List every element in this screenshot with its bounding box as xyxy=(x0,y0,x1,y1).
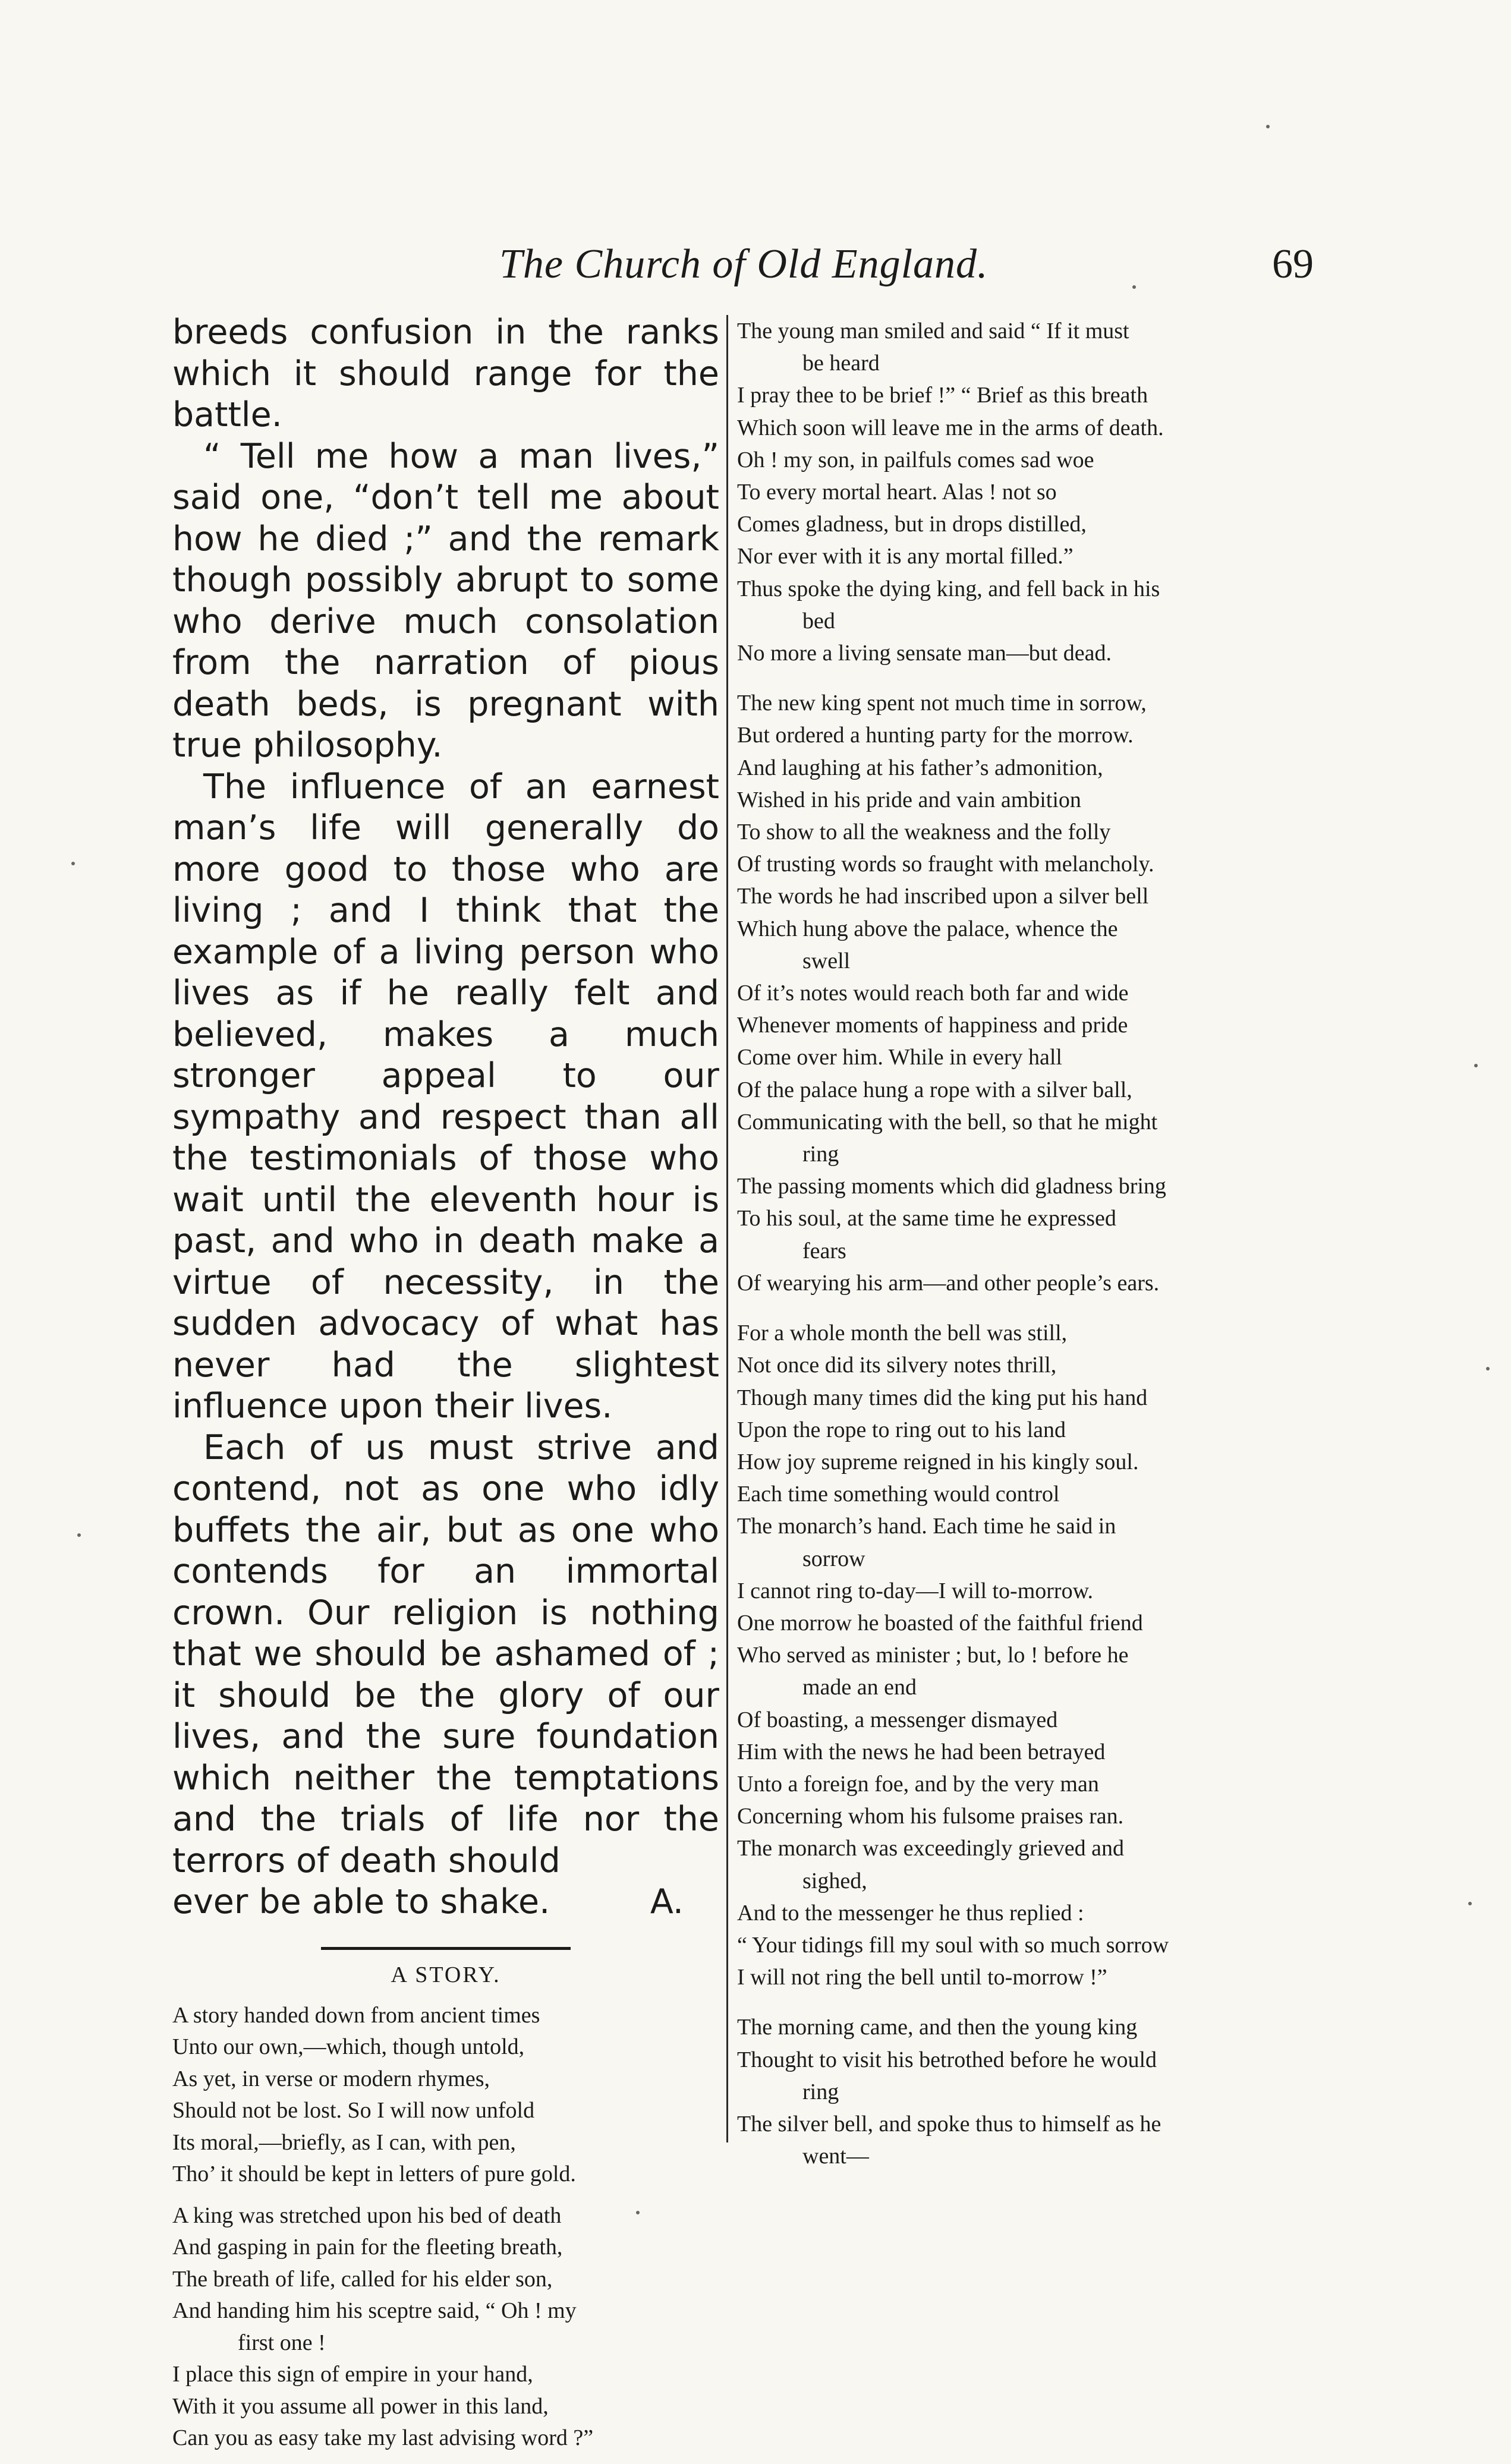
verse-line: Of wearying his arm—and other people’s ears. xyxy=(737,1270,1160,1296)
paragraph: The influence of an earnest man’s life will generally do more good to those who are living ; and I think that the example of a living person who lives as if he really felt and believed, makes a much stronger appeal to our sympathy and respect than all the testimonials of those who wait until the eleventh hour is past, and who in death make a virtue of necessity, in the sudden advocacy of what has never had the slightest influence upon their lives. xyxy=(172,767,719,1426)
verse-line: swell xyxy=(802,948,851,973)
left-column xyxy=(172,312,719,2464)
stanza xyxy=(737,2011,1296,2172)
verse-line: Him with the news he had been betrayed xyxy=(737,1739,1106,1764)
verse-line: And laughing at his father’s admonition, xyxy=(737,755,1103,780)
verse-line: The morning came, and then the young king xyxy=(737,2015,1138,2040)
verse-line: The monarch’s hand. Each time he said in xyxy=(737,1514,1116,1539)
right-column xyxy=(737,315,1296,2190)
verse-line: Thus spoke the dying king, and fell back in his xyxy=(737,576,1160,601)
verse-line: Wished in his pride and vain ambition xyxy=(737,787,1081,812)
column-divider xyxy=(726,315,728,2142)
paragraph: “ Tell me how a man lives,” said one, “don’t tell me about how he died ;” and the remark though possibly abrupt to some who derive much consolation from the narration of pious death beds, is pregnant with true philosophy. xyxy=(172,436,719,765)
verse-line: To every mortal heart. Alas ! not so xyxy=(737,480,1057,505)
verse-line: Comes gladness, but in drops distilled, xyxy=(737,512,1087,537)
verse-line: To show to all the weakness and the folly xyxy=(737,820,1111,845)
speck xyxy=(636,2211,640,2214)
verse-line: Of it’s notes would reach both far and wide xyxy=(737,981,1129,1006)
page-header xyxy=(172,241,1314,294)
author-signature: A. xyxy=(650,1882,684,1921)
verse-line: Which hung above the palace, whence the xyxy=(737,916,1118,941)
verse-line: The monarch was exceedingly grieved and xyxy=(737,1836,1125,1861)
verse-line: first one ! xyxy=(238,2330,326,2355)
verse-line: Can you as easy take my last advising word ?” xyxy=(172,2425,594,2450)
verse-line: But ordered a hunting party for the morrow. xyxy=(737,723,1134,748)
speck xyxy=(77,1533,81,1537)
verse-line: I cannot ring to-day—I will to-morrow. xyxy=(737,1578,1094,1603)
verse-line: For a whole month the bell was still, xyxy=(737,1321,1068,1346)
verse-line: And handing him his sceptre said, “ Oh ! my xyxy=(172,2298,577,2323)
verse-line: Upon the rope to ring out to his land xyxy=(737,1417,1066,1442)
verse-line: The new king spent not much time in sorrow, xyxy=(737,691,1147,716)
paragraph: Each of us must strive and contend, not as one who idly buffets the air, but as one who contends for an immortal crown. Our religion is nothing that we should be ashamed of ; it should be the glory of our lives, and the sure foundation which neither the temptations and the trials of life nor the terrors of death should xyxy=(172,1428,719,1880)
verse-line: Not once did its silvery notes thrill, xyxy=(737,1353,1057,1378)
poem-title: A STORY. xyxy=(391,1962,501,1987)
verse-line: Though many times did the king put his hand xyxy=(737,1385,1148,1410)
verse-line: Of boasting, a messenger dismayed xyxy=(737,1707,1058,1732)
verse-line: Oh ! my son, in pailfuls comes sad woe xyxy=(737,447,1094,472)
prose-text xyxy=(172,312,719,1923)
speck xyxy=(1132,285,1136,289)
poem-verse-right xyxy=(737,315,1296,2172)
verse-line: And gasping in pain for the fleeting breath, xyxy=(172,2235,563,2260)
paragraph: breeds confusion in the ranks which it should range for the battle. xyxy=(172,313,719,434)
verse-line: The young man smiled and said “ If it must xyxy=(737,319,1129,344)
verse-line: Each time something would control xyxy=(737,1482,1060,1507)
verse-line: Who served as minister ; but, lo ! before he xyxy=(737,1643,1129,1668)
speck xyxy=(1474,1064,1478,1067)
closing-line xyxy=(172,1882,719,1923)
closing-text: ever be able to shake. xyxy=(172,1882,550,1921)
verse-line: sighed, xyxy=(802,1868,867,1893)
verse-line: How joy supreme reigned in his kingly soul. xyxy=(737,1449,1139,1474)
speck xyxy=(1468,1902,1472,1905)
poem-verse-left xyxy=(172,2000,719,2454)
verse-line: Tho’ it should be kept in letters of pure gold. xyxy=(172,2161,576,2186)
page-number: 69 xyxy=(1272,241,1314,287)
verse-line: Nor ever with it is any mortal filled.” xyxy=(737,544,1074,569)
verse-line: “ Your tidings fill my soul with so much sorrow xyxy=(737,1932,1169,1958)
verse-line: bed xyxy=(802,608,835,634)
speck xyxy=(71,862,75,865)
verse-line: Which soon will leave me in the arms of death. xyxy=(737,415,1164,440)
verse-line: Of trusting words so fraught with melancholy. xyxy=(737,852,1154,877)
verse-line: The words he had inscribed upon a silver bell xyxy=(737,884,1149,909)
stanza xyxy=(737,1317,1296,1993)
stanza xyxy=(172,2000,719,2191)
verse-line: Concerning whom his fulsome praises ran. xyxy=(737,1804,1124,1829)
verse-line: Unto our own,—which, though untold, xyxy=(172,2034,525,2059)
verse-line: As yet, in verse or modern rhymes, xyxy=(172,2066,490,2091)
verse-line: ring xyxy=(802,1142,839,1167)
verse-line: The passing moments which did gladness bring xyxy=(737,1174,1166,1199)
verse-line: No more a living sensate man—but dead. xyxy=(737,641,1112,666)
verse-line: made an end xyxy=(802,1675,917,1700)
verse-line: A story handed down from ancient times xyxy=(172,2002,540,2028)
verse-line: A king was stretched upon his bed of death xyxy=(172,2203,562,2228)
verse-line: fears xyxy=(802,1238,846,1263)
verse-line: Its moral,—briefly, as I can, with pen, xyxy=(172,2129,516,2155)
verse-line: Communicating with the bell, so that he might xyxy=(737,1109,1158,1135)
running-title: The Church of Old England. xyxy=(499,241,989,287)
stanza xyxy=(737,687,1296,1299)
verse-line: Whenever moments of happiness and pride xyxy=(737,1013,1128,1038)
verse-line: To his soul, at the same time he expressed xyxy=(737,1206,1116,1231)
verse-line: And to the messenger he thus replied : xyxy=(737,1900,1084,1926)
section-divider-rule xyxy=(321,1947,571,1950)
verse-line: Should not be lost. So I will now unfold xyxy=(172,2098,535,2123)
verse-line: Unto a foreign foe, and by the very man xyxy=(737,1771,1099,1797)
verse-line: ring xyxy=(802,2079,839,2104)
speck xyxy=(1266,125,1270,128)
verse-line: One morrow he boasted of the faithful friend xyxy=(737,1610,1143,1636)
speck xyxy=(1486,1367,1490,1370)
verse-line: went— xyxy=(802,2144,869,2169)
verse-line: The breath of life, called for his elder son, xyxy=(172,2266,553,2292)
verse-line: sorrow xyxy=(802,1546,865,1571)
verse-line: I pray thee to be brief !” “ Brief as this breath xyxy=(737,383,1148,408)
verse-line: Come over him. While in every hall xyxy=(737,1045,1062,1070)
verse-line: I will not ring the bell until to-morrow !” xyxy=(737,1965,1107,1990)
verse-line: be heard xyxy=(802,351,880,376)
stanza xyxy=(172,2200,719,2454)
verse-line: I place this sign of empire in your hand, xyxy=(172,2362,533,2387)
stanza xyxy=(737,315,1296,669)
verse-line: With it you assume all power in this land, xyxy=(172,2393,549,2419)
verse-line: The silver bell, and spoke thus to himself as he xyxy=(737,2111,1161,2137)
verse-line: Of the palace hung a rope with a silver ball, xyxy=(737,1077,1132,1102)
verse-line: Thought to visit his betrothed before he would xyxy=(737,2047,1157,2072)
